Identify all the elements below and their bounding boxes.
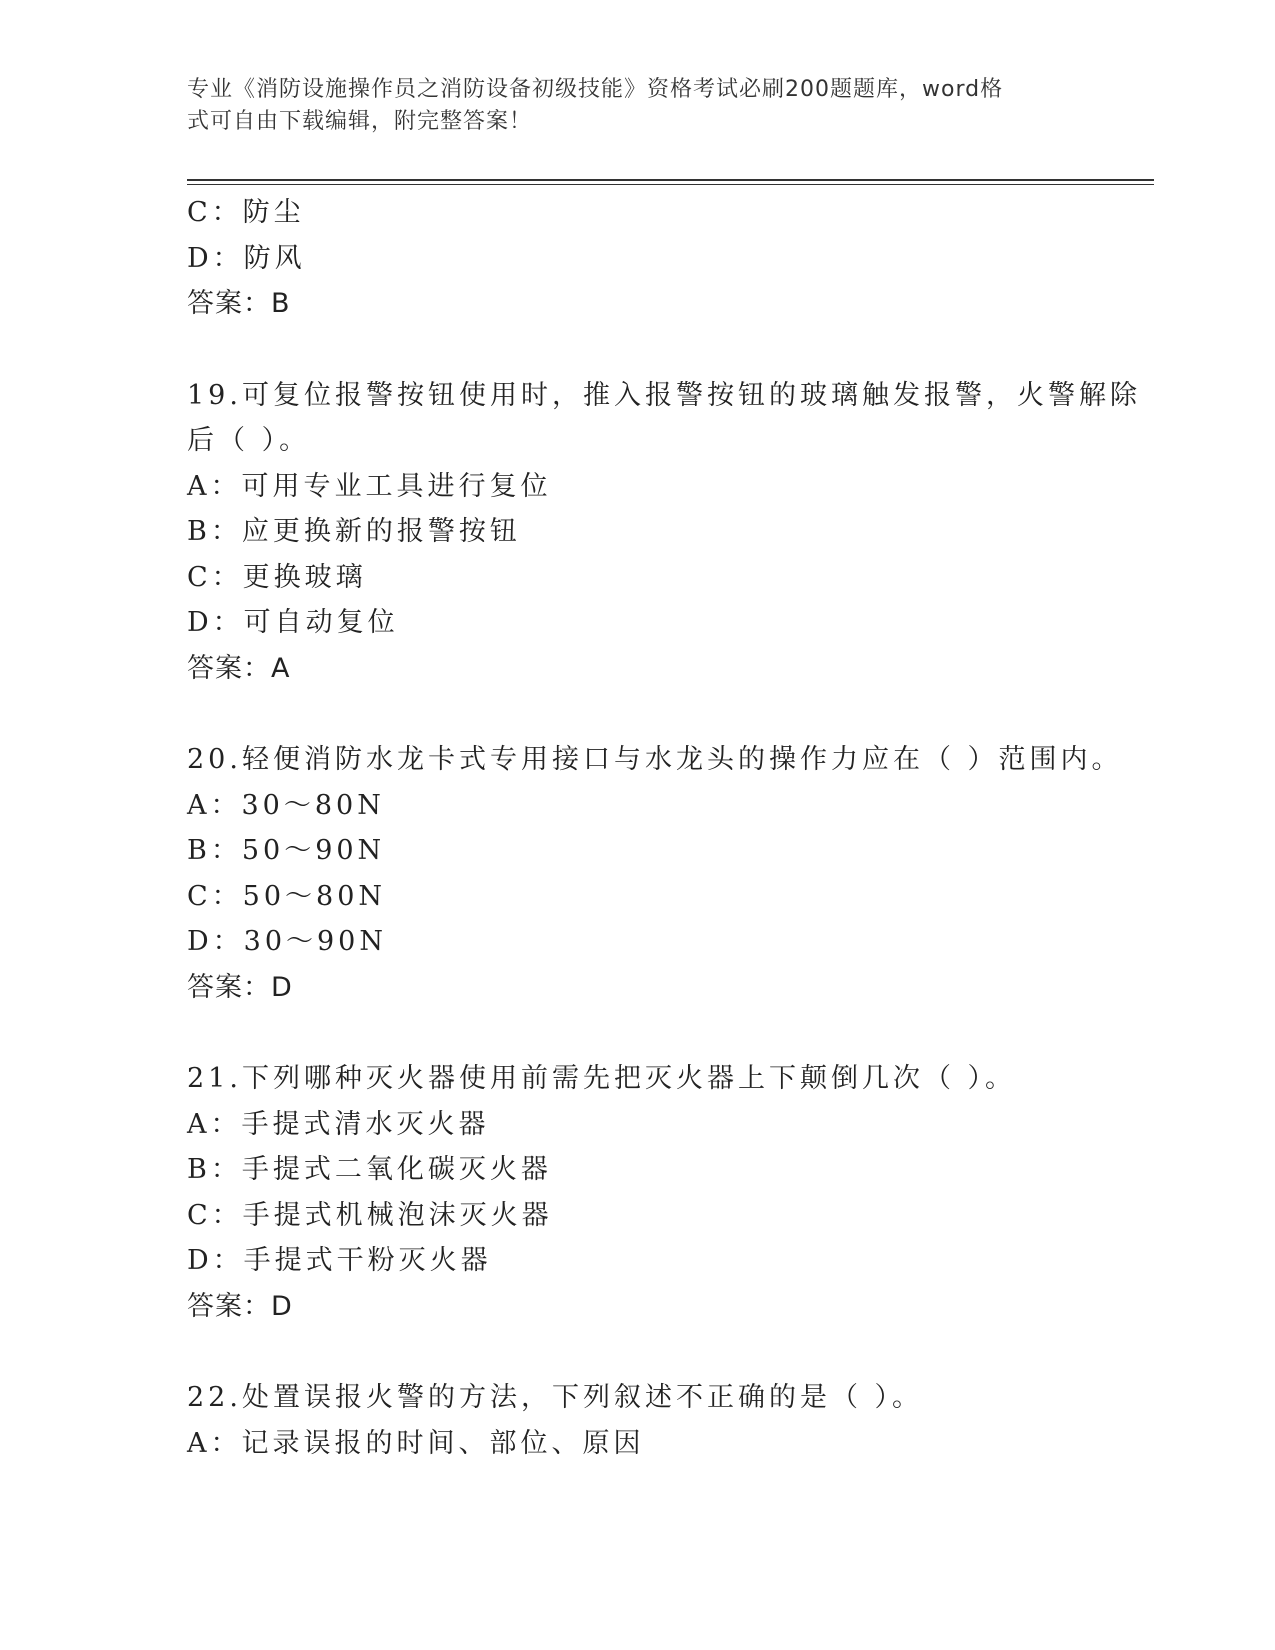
answer-line: 答案：D xyxy=(187,1290,293,1322)
option-b: B：应更换新的报警按钮 xyxy=(187,516,521,547)
question-stem: 22.处置误报火警的方法，下列叙述不正确的是（ ）。 xyxy=(187,1382,924,1413)
header-divider-thick xyxy=(187,179,1154,181)
spacer xyxy=(187,1329,1087,1375)
option-d: D：30～90N xyxy=(187,926,387,957)
option-a: A：手提式清水灭火器 xyxy=(187,1108,490,1140)
option-c: C：50～80N xyxy=(187,880,386,912)
spacer xyxy=(187,1010,1087,1056)
question-20 xyxy=(187,737,1123,1010)
option-d: D：可自动复位 xyxy=(187,607,399,638)
page-header xyxy=(187,74,1067,138)
option-a: A：30～80N xyxy=(187,789,385,821)
option-b: B：50～90N xyxy=(187,835,386,866)
question-18-tail xyxy=(187,190,1087,327)
spacer xyxy=(187,327,1087,373)
option-a: A：可用专业工具进行复位 xyxy=(187,470,552,502)
question-stem-continued: 后（ ）。 xyxy=(187,425,311,456)
question-stem: 20.轻便消防水龙卡式专用接口与水龙头的操作力应在（ ）范围内。 xyxy=(187,744,1123,775)
option-d: D：手提式干粉灭火器 xyxy=(187,1245,492,1276)
option-c: C：手提式机械泡沫灭火器 xyxy=(187,1199,553,1231)
answer-line: 答案：B xyxy=(187,288,291,319)
question-21 xyxy=(187,1056,1087,1329)
header-line-1: 专业《消防设施操作员之消防设备初级技能》资格考试必刷200题题库，word格 xyxy=(187,77,1004,102)
header-divider-thin xyxy=(187,184,1154,185)
question-22 xyxy=(187,1375,1087,1466)
option-c: C：防尘 xyxy=(187,197,305,228)
answer-line: 答案：D xyxy=(187,971,293,1003)
option-a: A：记录误报的时间、部位、原因 xyxy=(187,1427,645,1459)
question-list xyxy=(187,190,1141,1466)
option-d: D：防风 xyxy=(187,242,306,274)
header-line-2: 式可自由下载编辑，附完整答案！ xyxy=(187,109,533,134)
spacer xyxy=(187,691,1087,737)
option-b: B：手提式二氧化碳灭火器 xyxy=(187,1154,552,1185)
question-stem: 21.下列哪种灭火器使用前需先把灭火器上下颠倒几次（ ）。 xyxy=(187,1063,1017,1094)
question-stem: 19.可复位报警按钮使用时，推入报警按钮的玻璃触发报警，火警解除 xyxy=(187,379,1141,411)
answer-line: 答案：A xyxy=(187,652,291,684)
question-19 xyxy=(187,373,1141,692)
option-c: C：更换玻璃 xyxy=(187,561,367,593)
